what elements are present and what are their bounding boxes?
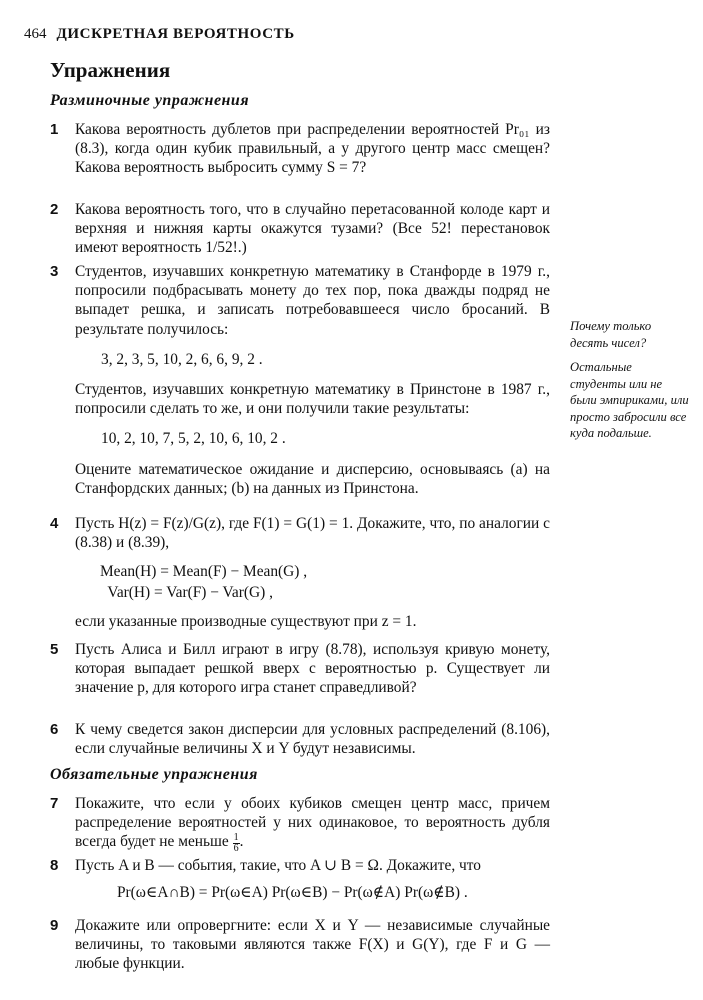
- running-head: [24, 26, 295, 43]
- exercise-text: К чему сведется закон дисперсии для условных распределений (8.106), если случайные величины X и Y будут независимы.: [75, 721, 550, 758]
- exercise-text: Пусть A и B — события, такие, что A ∪ B = Ω. Докажите, что: [75, 857, 481, 874]
- formula-var: Var(H) = Var(F) − Var(G) ,: [100, 584, 273, 602]
- exercise-number: 7: [50, 795, 59, 812]
- fraction-denominator: 6: [233, 842, 239, 854]
- subsection-basics: Обязательные упражнения: [50, 766, 258, 783]
- subsection-warmup: Разминочные упражнения: [50, 92, 250, 109]
- exercise-number: 1: [50, 121, 59, 138]
- formula-prob: Pr(ω∈A∩B) = Pr(ω∈A) Pr(ω∈B) − Pr(ω∉A) Pr(ω∉B) .: [117, 884, 468, 902]
- exercise-7: [50, 794, 550, 854]
- exercise-6: [50, 720, 550, 758]
- formula-mean: Mean(H) = Mean(F) − Mean(G) ,: [100, 563, 308, 581]
- exercise-number: 5: [50, 641, 59, 658]
- exercise-text: Какова вероятность дублетов при распределении вероятностей Pr₀₁ из (8.3), когда один кубик правильный, а у другого центр масс смещен? Какова вероятность выбросить сумму S = 7?: [75, 121, 550, 177]
- section-title: Упражнения: [50, 58, 171, 82]
- exercise-text: Пусть H(z) = F(z)/G(z), где F(1) = G(1) = 1. Докажите, что, по аналогии с (8.38) и (8.39),: [75, 515, 550, 552]
- margin-note: [570, 318, 690, 442]
- exercise-text-after: .: [239, 833, 244, 851]
- exercise-text: Докажите или опровергните: если X и Y — независимые случайные величины, то таковыми являются также F(X) и G(Y), где F и G — любые функции.: [75, 917, 550, 973]
- exercise-4: [50, 514, 550, 632]
- exercise-number: 9: [50, 917, 59, 934]
- exercise-9: [50, 916, 550, 974]
- exercise-text: Оцените математическое ожидание и дисперсию, основываясь (a) на Станфордских данных; (b) на данных из Принстона.: [75, 460, 550, 497]
- exercise-number: 6: [50, 721, 59, 738]
- exercise-number: 8: [50, 857, 59, 874]
- exercise-3: [50, 262, 550, 498]
- exercise-text: Пусть Алиса и Билл играют в игру (8.78), используя кривую монету, которая выпадает решкой вверх с вероятностью p. Существует ли значение p, для которого игра станет справедливой?: [75, 641, 550, 697]
- fraction: [233, 833, 240, 854]
- exercise-number: 4: [50, 515, 59, 532]
- exercise-text: если указанные производные существуют при z = 1.: [75, 613, 417, 631]
- exercise-text: [75, 794, 550, 854]
- margin-note-answer: Остальные студенты или не были эмпириками, или просто забросили все куда подальше.: [570, 360, 689, 440]
- page-number: 464: [24, 26, 47, 42]
- exercise-8: [50, 856, 550, 910]
- princeton-data: 10, 2, 10, 7, 5, 2, 10, 6, 10, 2 .: [101, 430, 286, 448]
- margin-note-question: Почему только десять чисел?: [570, 319, 652, 350]
- exercise-text: Студентов, изучавших конкретную математику в Принстоне в 1987 г., попросили сделать то же, и они получили такие результаты:: [75, 381, 550, 418]
- exercise-2: [50, 200, 550, 258]
- exercise-number: 3: [50, 263, 59, 280]
- exercise-text-before: Покажите, что если у обоих кубиков смещен центр масс, причем распределение вероятностей у них одинаковое, то вероятность дубля всегда будет не меньше: [75, 795, 550, 851]
- exercise-text: Какова вероятность того, что в случайно перетасованной колоде карт и верхняя и нижняя карты окажутся тузами? (Все 52! перестановок имеют вероятность 1/52!.): [75, 201, 550, 257]
- exercise-1: [50, 120, 550, 178]
- fraction-numerator: 1: [233, 831, 239, 843]
- exercise-text: Студентов, изучавших конкретную математику в Станфорде в 1979 г., попросили подбрасывать монету до тех пор, пока дважды подряд не выпадет решка, и записать потребовавшееся число бросаний. В результате получилось:: [75, 263, 550, 338]
- running-title: ДИСКРЕТНАЯ ВЕРОЯТНОСТЬ: [56, 26, 295, 42]
- stanford-data: 3, 2, 3, 5, 10, 2, 6, 6, 9, 2 .: [101, 350, 263, 368]
- exercise-5: [50, 640, 550, 698]
- exercise-number: 2: [50, 201, 59, 218]
